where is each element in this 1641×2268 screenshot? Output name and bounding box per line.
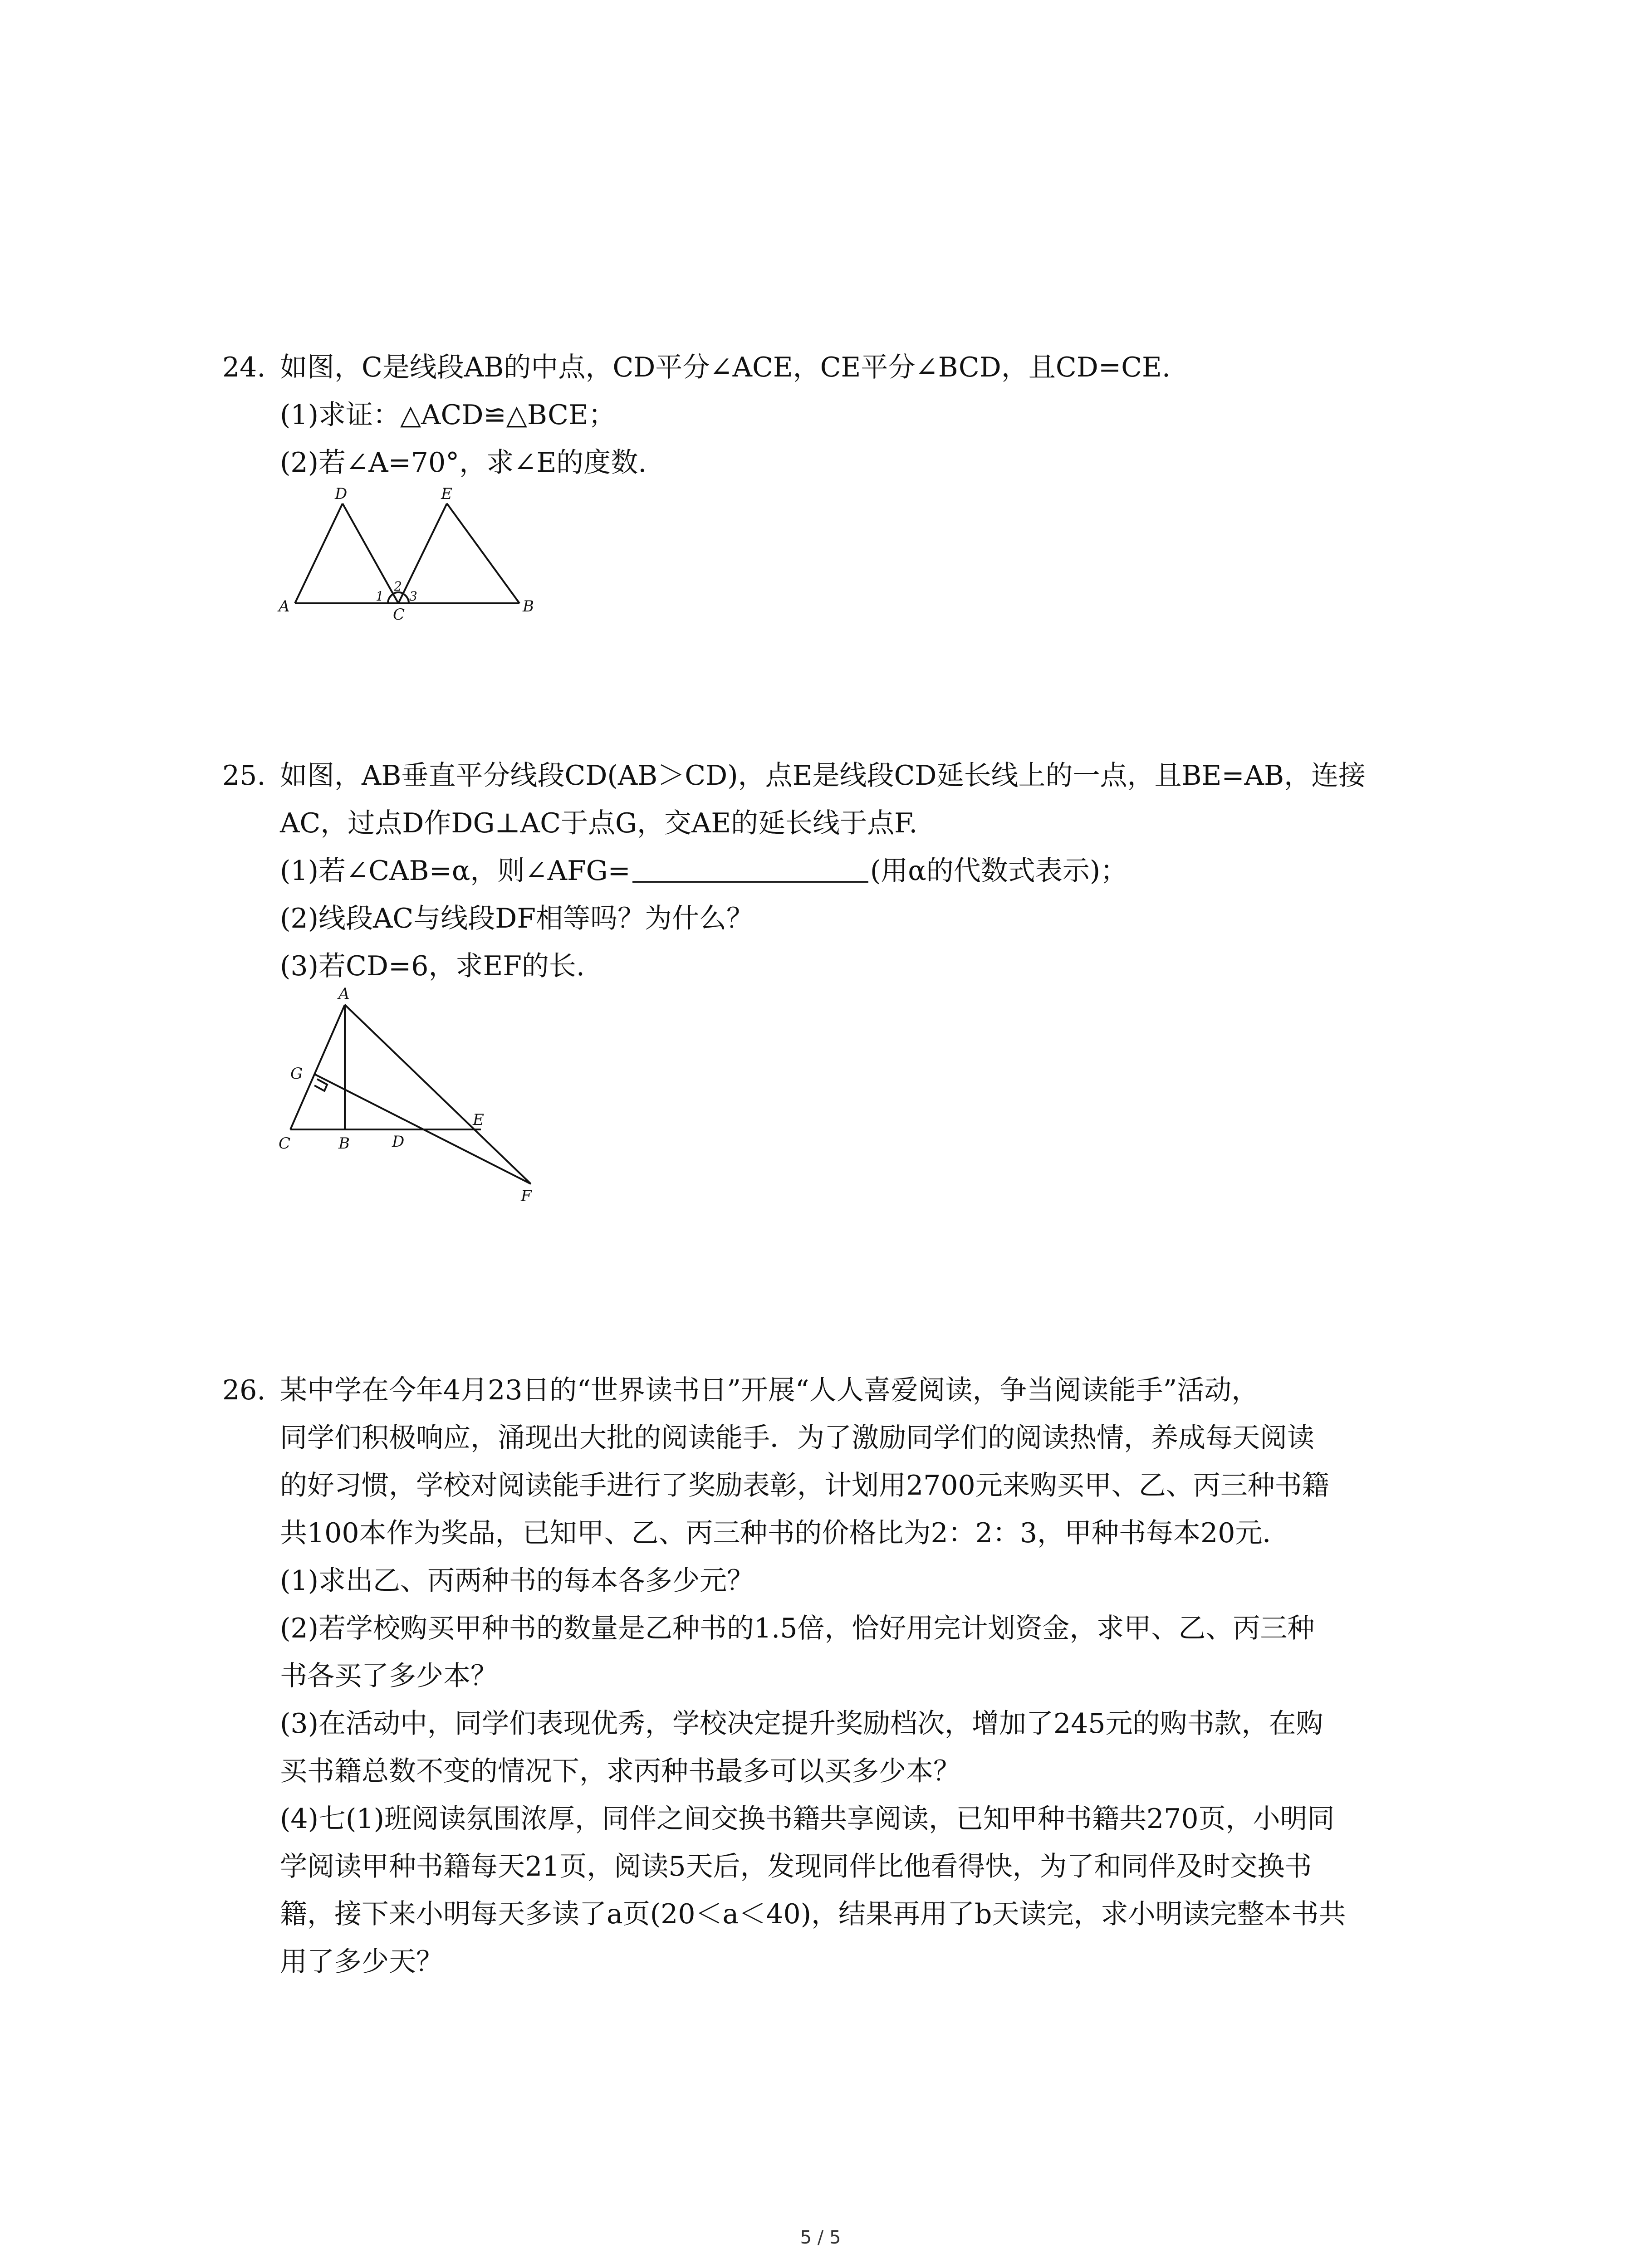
question-line: 共100本作为奖品，已知甲、乙、丙三种书的价格比为2：2：3，甲种书每本20元．: [280, 1517, 1290, 1549]
part-1-text-before: (1)若∠CAB=α，则∠AFG=: [280, 855, 631, 887]
figure-q25-triangles: [272, 980, 554, 1207]
label-angle-1: 1: [376, 589, 384, 604]
figure-q24-triangles: [272, 485, 535, 621]
question-part-1: (1)求证：△ACD≌△BCE；: [280, 399, 616, 431]
question-line: 买书籍总数不变的情况下，求丙种书最多可以买多少本？: [280, 1755, 960, 1787]
question-stem-line-1: 如图，AB垂直平分线段CD(AB＞CD)，点E是线段CD延长线上的一点，且BE=AB，连接: [280, 760, 1366, 792]
question-line: 书各买了多少本？: [280, 1660, 498, 1692]
question-part-1: (1)求出乙、丙两种书的每本各多少元？: [280, 1565, 754, 1597]
question-part-4: (4)七(1)班阅读氛围浓厚，同伴之间交换书籍共享阅读，已知甲种书籍共270页，小明同: [280, 1803, 1335, 1835]
question-line: 用了多少天？: [280, 1946, 443, 1978]
question-part-3: (3)若CD=6，求EF的长.: [280, 950, 585, 982]
question-number: 24.: [222, 352, 266, 383]
label-D: D: [392, 1133, 405, 1151]
question-part-3: (3)在活动中，同学们表现优秀，学校决定提升奖励档次，增加了245元的购书款，在购: [280, 1708, 1323, 1740]
label-A: A: [338, 985, 350, 1003]
label-B: B: [338, 1134, 350, 1153]
label-E: E: [441, 485, 452, 503]
question-part-1: [280, 857, 1127, 885]
label-angle-2: 2: [394, 579, 402, 594]
answer-blank[interactable]: [632, 858, 868, 883]
label-B: B: [523, 597, 534, 616]
question-line: 学阅读甲种书籍每天21页，阅读5天后，发现同伴比他看得快，为了和同伴及时交换书: [280, 1851, 1312, 1882]
part-1-text-after: (用α的代数式表示)；: [870, 855, 1128, 887]
question-part-2: (2)线段AC与线段DF相等吗？为什么？: [280, 903, 754, 934]
label-angle-3: 3: [409, 589, 417, 604]
page-number: 5 / 5: [800, 2227, 841, 2248]
question-line: 籍，接下来小明每天多读了a页(20＜a＜40)，结果再用了b天读完，求小明读完整本书共: [280, 1898, 1346, 1930]
question-number: 26.: [222, 1374, 266, 1406]
label-C: C: [393, 606, 405, 621]
question-line: 某中学在今年4月23日的“世界读书日”开展“人人喜爱阅读，争当阅读能手”活动，: [280, 1374, 1259, 1406]
question-stem-line-2: AC，过点D作DG⊥AC于点G，交AE的延长线于点F.: [280, 807, 918, 839]
question-number: 25.: [222, 760, 266, 792]
label-A: A: [279, 597, 290, 616]
label-G: G: [290, 1065, 303, 1083]
label-C: C: [279, 1134, 291, 1153]
question-part-2: (2)若学校购买甲种书的数量是乙种书的1.5倍，恰好用完计划资金，求甲、乙、丙三种: [280, 1613, 1315, 1644]
question-line: 同学们积极响应，涌现出大批的阅读能手．为了激励同学们的阅读热情，养成每天阅读: [280, 1422, 1314, 1454]
label-E: E: [473, 1111, 484, 1129]
label-D: D: [335, 485, 348, 503]
question-stem: 如图，C是线段AB的中点，CD平分∠ACE，CE平分∠BCD，且CD=CE.: [280, 352, 1171, 383]
question-part-2: (2)若∠A=70°，求∠E的度数.: [280, 447, 647, 479]
label-F: F: [521, 1187, 532, 1205]
question-line: 的好习惯，学校对阅读能手进行了奖励表彰，计划用2700元来购买甲、乙、丙三种书籍: [280, 1470, 1329, 1501]
